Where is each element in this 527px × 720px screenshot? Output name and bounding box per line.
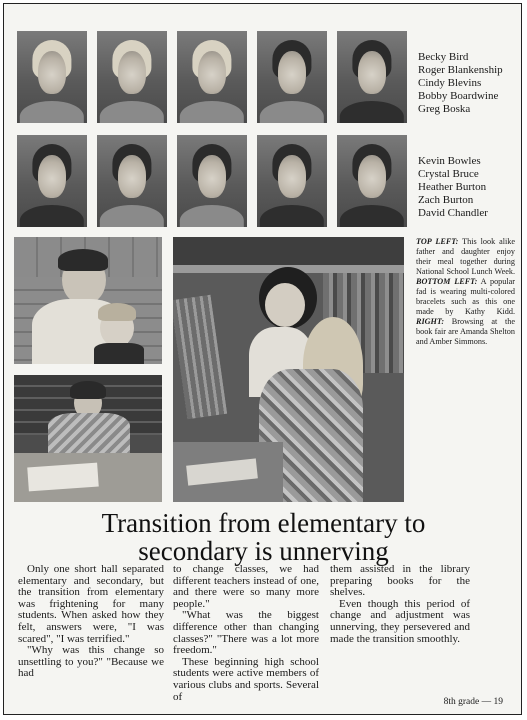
name-8: Heather Burton [418, 181, 487, 193]
headline-line-1: Transition from elementary to [101, 508, 426, 538]
portrait-greg-boska [337, 31, 407, 123]
caption-top-left-label: TOP LEFT: [416, 237, 459, 246]
photo-book-fair [173, 237, 404, 502]
name-10: David Chandler [418, 207, 488, 219]
body-column-1 [18, 564, 164, 680]
portrait-zach-burton [257, 135, 327, 227]
page-folio: 8th grade — 19 [443, 697, 503, 707]
portrait-crystal-bruce [97, 135, 167, 227]
col3-paragraph-2: Even though this period of change and adjustment was unnerving, they persevered and made the transition smoothly. [330, 597, 470, 645]
col3-paragraph-1: them assisted in the library preparing books for the shelves. [330, 563, 470, 599]
body-column-3 [330, 564, 470, 645]
name-7: Crystal Bruce [418, 168, 479, 180]
yearbook-page [3, 3, 522, 715]
caption-bottom-left-label: BOTTOM LEFT: [416, 277, 478, 286]
col1-paragraph-1: Only one short hall separated elementary and secondary, but the transition from elementary was frightening for many students. When asked how they felt, answers were, "I was scared", "I was terrified." [18, 563, 164, 645]
headline-line-2: secondary is unnerving [138, 536, 389, 566]
photo-caption [416, 237, 515, 347]
row2-name-list [418, 155, 488, 220]
portrait-kevin-bowles [17, 135, 87, 227]
name-4: Bobby Boardwine [418, 90, 499, 102]
portrait-cindy-blevins [177, 31, 247, 123]
portrait-roger-blankenship [97, 31, 167, 123]
caption-top-left-text: This look alike father and daughter enjoy their meal together during National School Lunch Week. [416, 237, 515, 276]
caption-right-text: Browsing at the book fair are Amanda Shelton and Amber Simmons. [416, 317, 515, 346]
portrait-heather-burton [177, 135, 247, 227]
caption-bottom-left-text: A popular fad is wearing multi-colored bracelets such as this one made by Kathy Kidd. [416, 277, 515, 316]
name-9: Zach Burton [418, 194, 474, 206]
photo-bracelet-fad [14, 375, 162, 502]
col2-paragraph-3: These beginning high school students were active members of various clubs and sports. Several of [173, 655, 319, 703]
name-6: Kevin Bowles [418, 155, 481, 167]
caption-right-label: RIGHT: [416, 317, 445, 326]
portrait-david-chandler [337, 135, 407, 227]
photo-father-daughter [14, 237, 162, 364]
body-column-2 [173, 564, 319, 703]
headline [4, 509, 522, 565]
portrait-becky-bird [17, 31, 87, 123]
col2-paragraph-2: "What was the biggest difference other than changing classes?" "There was a lot more freedom." [173, 609, 319, 657]
row1-name-list [418, 51, 503, 116]
name-3: Cindy Blevins [418, 77, 482, 89]
col2-paragraph-1: to change classes, we had different teachers instead of one, and there were so many more people." [173, 563, 319, 610]
name-2: Roger Blankenship [418, 64, 503, 76]
name-1: Becky Bird [418, 51, 469, 63]
col1-paragraph-2: "Why was this change so unsettling to you?" "Because we had [18, 644, 164, 680]
name-5: Greg Boska [418, 103, 471, 115]
portrait-bobby-boardwine [257, 31, 327, 123]
